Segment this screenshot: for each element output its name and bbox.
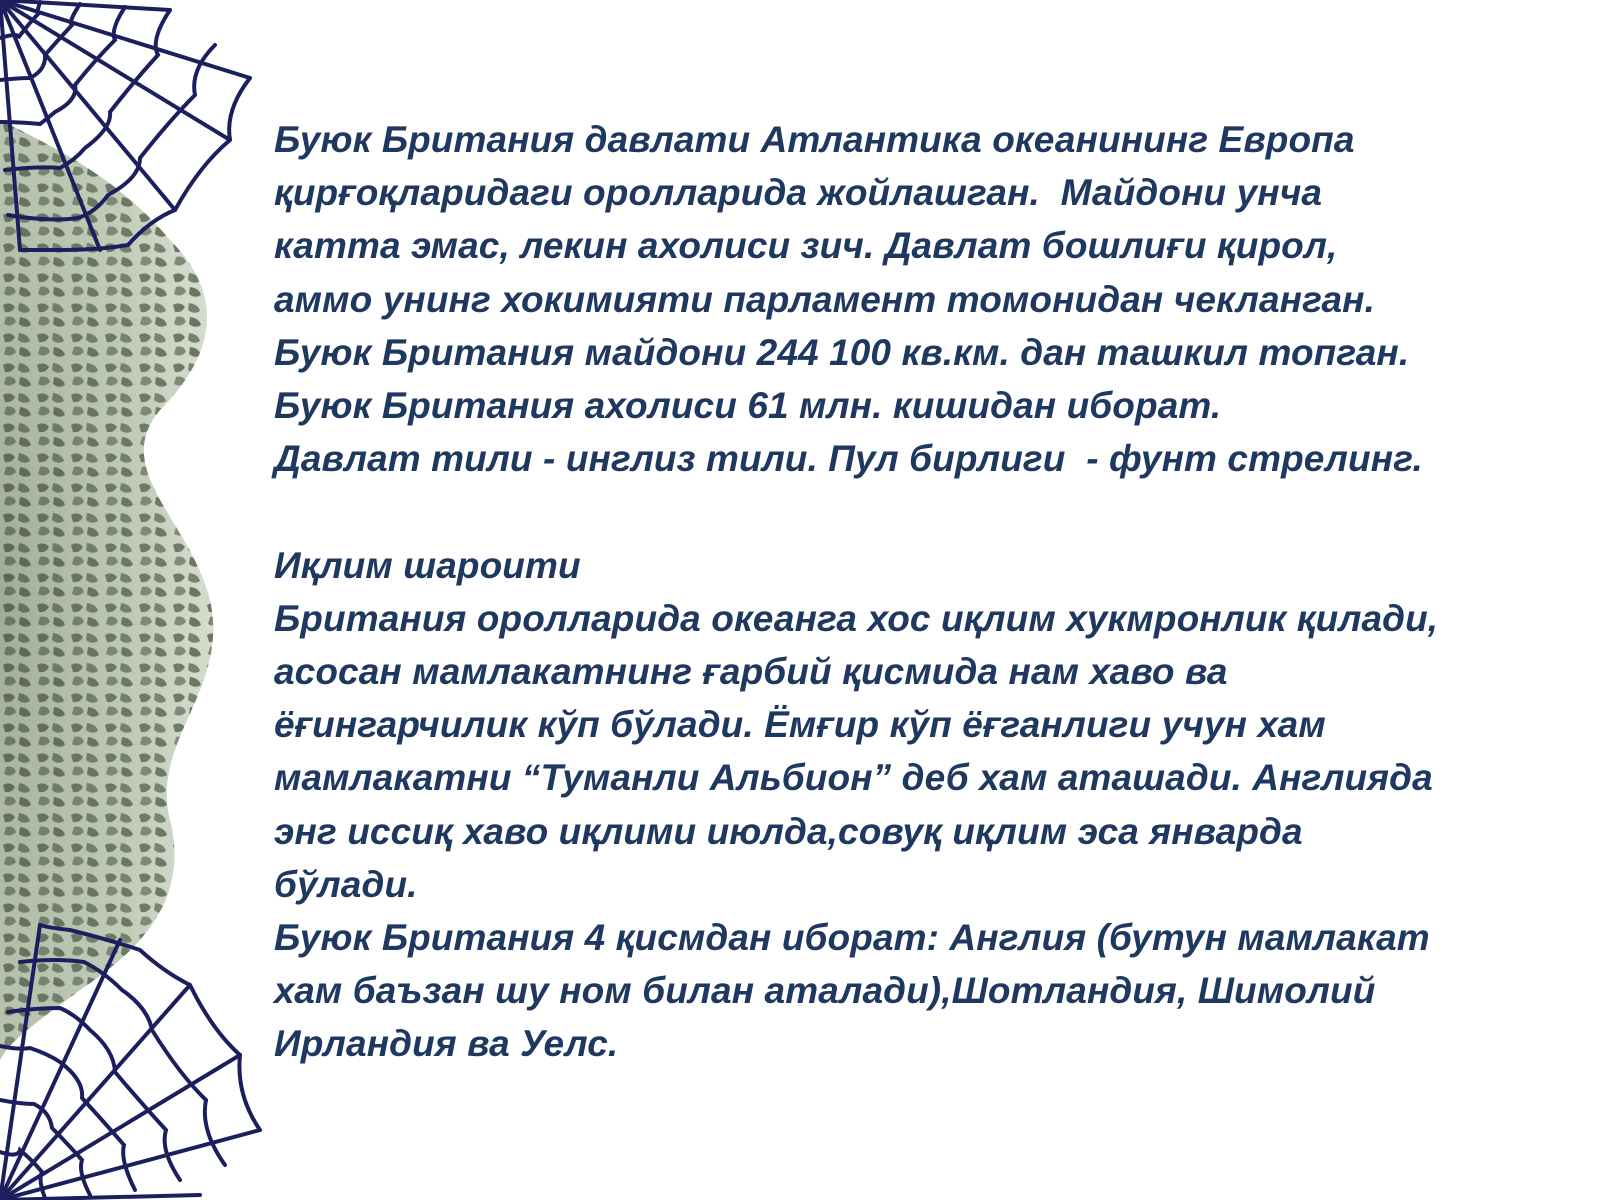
text-line: Ирландия ва Уелс. — [274, 1023, 619, 1065]
text-line: қирғоқларидаги оролларида жойлашган. Майдони унча — [274, 172, 1323, 214]
text-line: мамлакатни “Туманли Альбион” деб хам аташади. Англияда — [274, 757, 1433, 799]
section-heading: Иқлим шароити — [274, 544, 581, 586]
spacer — [274, 485, 1554, 538]
text-line: Давлат тили - инглиз тили. Пул бирлиги - фунт стрелинг. — [274, 438, 1423, 480]
text-line: ёғингарчилик кўп бўлади. Ёмғир кўп ёғганлиги учун хам — [274, 704, 1326, 746]
decorative-border — [0, 0, 270, 1200]
paragraph-climate — [274, 592, 1554, 911]
text-line: асосан мамлакатнинг ғарбий қисмида нам хаво ва — [274, 651, 1228, 693]
paragraph-intro — [274, 113, 1554, 485]
text-line: Буюк Британия майдони 244 100 кв.км. дан ташкил топган. — [274, 331, 1410, 373]
text-line: аммо унинг хокимияти парламент томонидан чекланган. — [274, 278, 1375, 320]
text-line: Британия оролларида океанга хос иқлим хукмронлик қилади, — [274, 597, 1439, 639]
text-line: Буюк Британия 4 қисмдан иборат: Англия (бутун мамлакат — [274, 917, 1430, 959]
text-line: Буюк Британия давлати Атлантика океанининг Европа — [274, 119, 1355, 160]
text-line: бўлади. — [274, 863, 418, 905]
text-line: Буюк Британия ахолиси 61 млн. кишидан иборат. — [274, 385, 1222, 427]
text-line: хам баъзан шу ном билан аталади),Шотландия, Шимолий — [274, 970, 1376, 1012]
slide-text — [274, 113, 1554, 1071]
lace-border — [0, 0, 270, 1200]
paragraph-parts — [274, 911, 1554, 1071]
text-line: энг иссиқ хаво иқлими июлда,совуқ иқлим эса январда — [274, 810, 1303, 852]
text-line: катта эмас, лекин ахолиси зич. Давлат бошлиғи қирол, — [274, 225, 1338, 267]
